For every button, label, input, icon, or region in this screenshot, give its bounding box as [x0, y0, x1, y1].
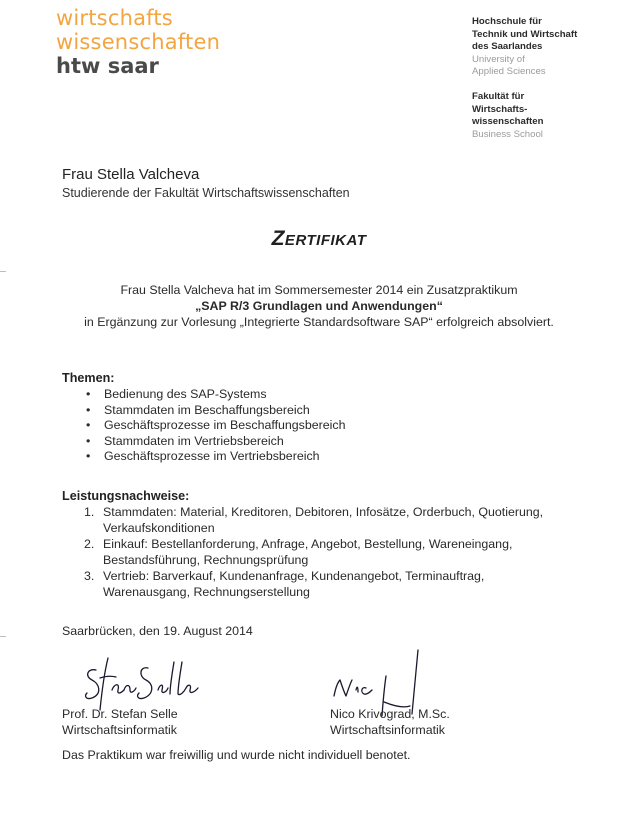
- place-date: Saarbrücken, den 19. August 2014: [62, 624, 253, 638]
- list-item: 3. Vertrieb: Barverkauf, Kundenanfrage, Kundenangebot, Terminauftrag, Warenausgang, Rechnungserstellung: [84, 569, 485, 599]
- list-item: • Stammdaten im Beschaffungsbereich: [86, 402, 310, 417]
- certificate-title: Zertifikat: [271, 227, 367, 250]
- institution-line-4: University of: [472, 53, 525, 65]
- intro-text: [0, 282, 638, 330]
- signer-selle: [62, 707, 178, 738]
- margin-mark: [0, 271, 6, 272]
- signer-dept: Wirtschaftsinformatik: [62, 722, 177, 737]
- themen-list: [86, 387, 346, 465]
- course-name: „SAP R/3 Grundlagen und Anwendungen“: [195, 299, 443, 313]
- signer-krivograd: [330, 707, 450, 738]
- faculty-line-3: wissenschaften: [472, 116, 544, 128]
- signer-name: Nico Krivograd, M.Sc.: [330, 707, 450, 721]
- leistungsnachweise-heading: Leistungsnachweise:: [62, 489, 190, 503]
- recipient-role: Studierende der Fakultät Wirtschaftswissenschaften: [62, 186, 350, 200]
- list-item: • Geschäftsprozesse im Vertriebsbereich: [86, 449, 320, 464]
- list-item: • Bedienung des SAP-Systems: [86, 387, 267, 401]
- institution-line-5: Applied Sciences: [472, 66, 546, 78]
- logo-line-2: wissenschaften: [56, 30, 221, 54]
- intro-line-1: Frau Stella Valcheva hat im Sommersemester 2014 ein Zusatzpraktikum: [120, 283, 518, 297]
- signer-dept: Wirtschaftsinformatik: [330, 722, 445, 737]
- intro-line-3: in Ergänzung zur Vorlesung „Integrierte Standardsoftware SAP“ erfolgreich absolviert.: [84, 315, 554, 329]
- list-item: 2. Einkauf: Bestellanforderung, Anfrage, Angebot, Bestellung, Wareneingang, Bestandsführung, Rechnungsprüfung: [84, 537, 513, 567]
- themen-heading: Themen:: [62, 371, 115, 385]
- institution-block: [472, 16, 577, 141]
- recipient-name: Frau Stella Valcheva: [62, 166, 200, 183]
- margin-mark: [0, 636, 6, 637]
- htw-saar-logo: [56, 8, 220, 77]
- faculty-line-4: Business School: [472, 128, 543, 140]
- list-item: • Geschäftsprozesse im Beschaffungsbereich: [86, 418, 346, 433]
- institution-line-1: Hochschule für: [472, 16, 542, 27]
- institution-line-3: des Saarlandes: [472, 41, 543, 53]
- faculty-line-1: Fakultät für: [472, 90, 525, 102]
- logo-line-3: htw saar: [56, 54, 159, 78]
- logo-line-1: wirtschafts: [56, 6, 173, 30]
- recipient-block: [62, 166, 350, 200]
- grading-note: Das Praktikum war freiwillig und wurde nicht individuell benotet.: [62, 748, 411, 762]
- list-item: 1. Stammdaten: Material, Kreditoren, Debitoren, Infosätze, Orderbuch, Quotierung, Verkaufskonditionen: [84, 505, 544, 535]
- signer-name: Prof. Dr. Stefan Selle: [62, 707, 178, 721]
- faculty-line-2: Wirtschafts-: [472, 103, 528, 115]
- institution-line-2: Technik und Wirtschaft: [472, 28, 578, 40]
- list-item: • Stammdaten im Vertriebsbereich: [86, 433, 284, 448]
- leistungsnachweise-list: [84, 505, 574, 602]
